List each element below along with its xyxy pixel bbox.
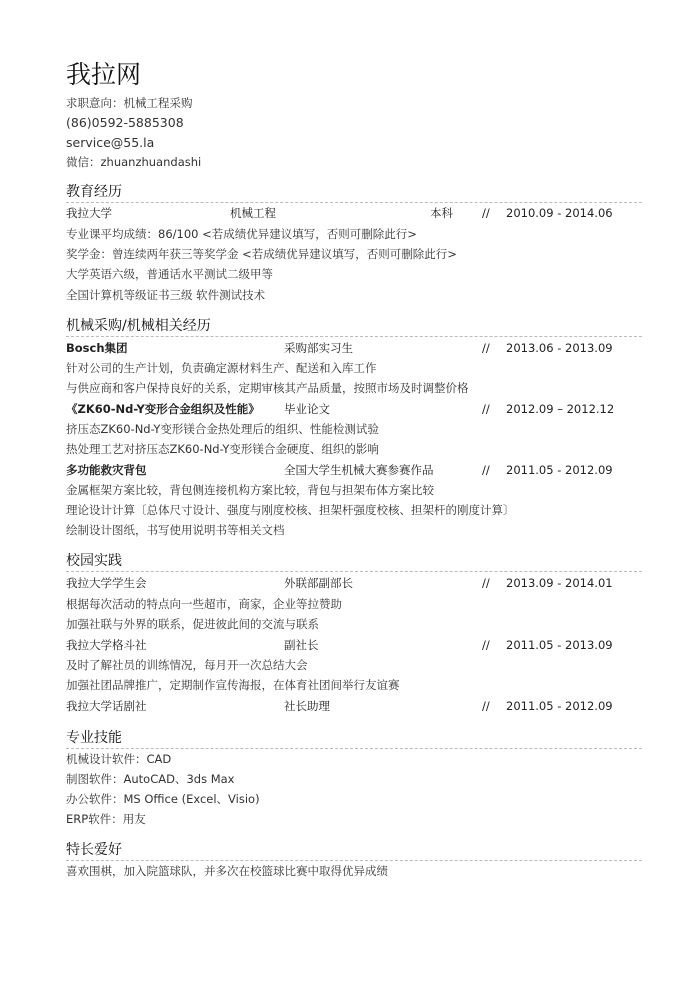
education-detail: 专业课平均成绩：86/100 <若成绩优异建议填写，否则可删除此行> [66, 227, 417, 241]
role-title: 采购部实习生 [284, 341, 353, 355]
education-entry [66, 205, 642, 222]
phone-number: (86)0592-5885308 [66, 115, 184, 130]
date-range: 2013.06 - 2013.09 [506, 341, 613, 355]
experience-entry [66, 340, 642, 357]
date-range: 2012.09 – 2012.12 [506, 402, 615, 416]
section-divider [66, 571, 642, 572]
campus-section-title: 校园实践 [66, 553, 122, 569]
email-address: service@55.la [66, 135, 155, 150]
campus-detail: 加强社团品牌推广，定期制作宣传海报，在体育社团间举行友谊赛 [66, 678, 400, 692]
education-detail: 大学英语六级，普通话水平测试二级甲等 [66, 267, 273, 281]
major-name: 机械工程 [230, 206, 276, 220]
date-separator: // [482, 206, 490, 220]
date-separator: // [482, 341, 490, 355]
experience-detail: 挤压态ZK60-Nd-Y变形镁合金热处理后的组织、性能检测试验 [66, 422, 379, 436]
role-title: 毕业论文 [284, 402, 330, 416]
experience-detail: 绘制设计图纸，书写使用说明书等相关文档 [66, 523, 285, 537]
organization-name: 我拉大学格斗社 [66, 638, 147, 652]
date-separator: // [482, 576, 490, 590]
role-title: 外联部副部长 [284, 576, 353, 590]
date-range: 2013.09 - 2014.01 [506, 576, 613, 590]
experience-detail: 针对公司的生产计划，负责确定源材料生产、配送和入库工作 [66, 361, 377, 375]
organization-name: 我拉大学话剧社 [66, 699, 147, 713]
school-name: 我拉大学 [66, 206, 112, 220]
hobby-line: 喜欢围棋，加入院篮球队，并多次在校篮球比赛中取得优异成绩 [66, 864, 388, 878]
campus-entry [66, 698, 642, 715]
degree-label: 本科 [430, 206, 453, 220]
hobbies-section-title: 特长爱好 [66, 842, 122, 858]
date-range: 2011.05 - 2013.09 [506, 638, 613, 652]
date-separator: // [482, 463, 490, 477]
date-separator: // [482, 638, 490, 652]
skills-section-title: 专业技能 [66, 730, 122, 746]
section-divider [66, 860, 642, 861]
education-section-title: 教育经历 [66, 184, 122, 200]
role-title: 副社长 [284, 638, 319, 652]
campus-entry [66, 637, 642, 654]
education-detail: 全国计算机等级证书三级 软件测试技术 [66, 288, 266, 302]
role-title: 社长助理 [284, 699, 330, 713]
organization-name: 《ZK60-Nd-Y变形合金组织及性能》 [66, 402, 260, 416]
job-objective: 求职意向：机械工程采购 [66, 96, 193, 110]
campus-detail: 加强社联与外界的联系，促进彼此间的交流与联系 [66, 617, 319, 631]
campus-detail: 及时了解社员的训练情况，每月开一次总结大会 [66, 658, 308, 672]
section-divider [66, 202, 642, 203]
date-separator: // [482, 699, 490, 713]
experience-detail: 金属框架方案比较，背包侧连接机构方案比较，背包与担架布体方案比较 [66, 483, 434, 497]
section-divider [66, 748, 642, 749]
education-detail: 奖学金：曾连续两年获三等奖学金 <若成绩优异建议填写，否则可删除此行> [66, 247, 457, 261]
experience-detail: 理论设计计算〔总体尺寸设计、强度与刚度校核、担架杆强度校核、担架杆的刚度计算〕 [66, 503, 515, 517]
organization-name: Bosch集团 [66, 341, 128, 355]
date-range: 2011.05 - 2012.09 [506, 699, 613, 713]
skill-line: 办公软件：MS Office (Excel、Visio) [66, 792, 260, 806]
campus-entry [66, 575, 642, 592]
experience-detail: 与供应商和客户保持良好的关系，定期审核其产品质量，按照市场及时调整价格 [66, 381, 469, 395]
experience-entry [66, 462, 642, 479]
date-range: 2011.05 - 2012.09 [506, 463, 613, 477]
resume-name: 我拉网 [66, 60, 142, 89]
organization-name: 多功能救灾背包 [66, 463, 147, 477]
campus-detail: 根据每次活动的特点向一些超市，商家，企业等拉赞助 [66, 597, 342, 611]
role-title: 全国大学生机械大赛参赛作品 [284, 463, 434, 477]
date-range: 2010.09 - 2014.06 [506, 206, 613, 220]
organization-name: 我拉大学学生会 [66, 576, 147, 590]
skill-line: 机械设计软件：CAD [66, 752, 172, 766]
section-divider [66, 336, 642, 337]
skill-line: 制图软件：AutoCAD、3ds Max [66, 772, 235, 786]
date-separator: // [482, 402, 490, 416]
wechat-id: 微信：zhuanzhuandashi [66, 155, 202, 169]
experience-detail: 热处理工艺对挤压态ZK60-Nd-Y变形镁合金硬度、组织的影响 [66, 442, 379, 456]
skill-line: ERP软件：用友 [66, 812, 146, 826]
experience-section-title: 机械采购/机械相关经历 [66, 318, 211, 334]
experience-entry [66, 401, 642, 418]
